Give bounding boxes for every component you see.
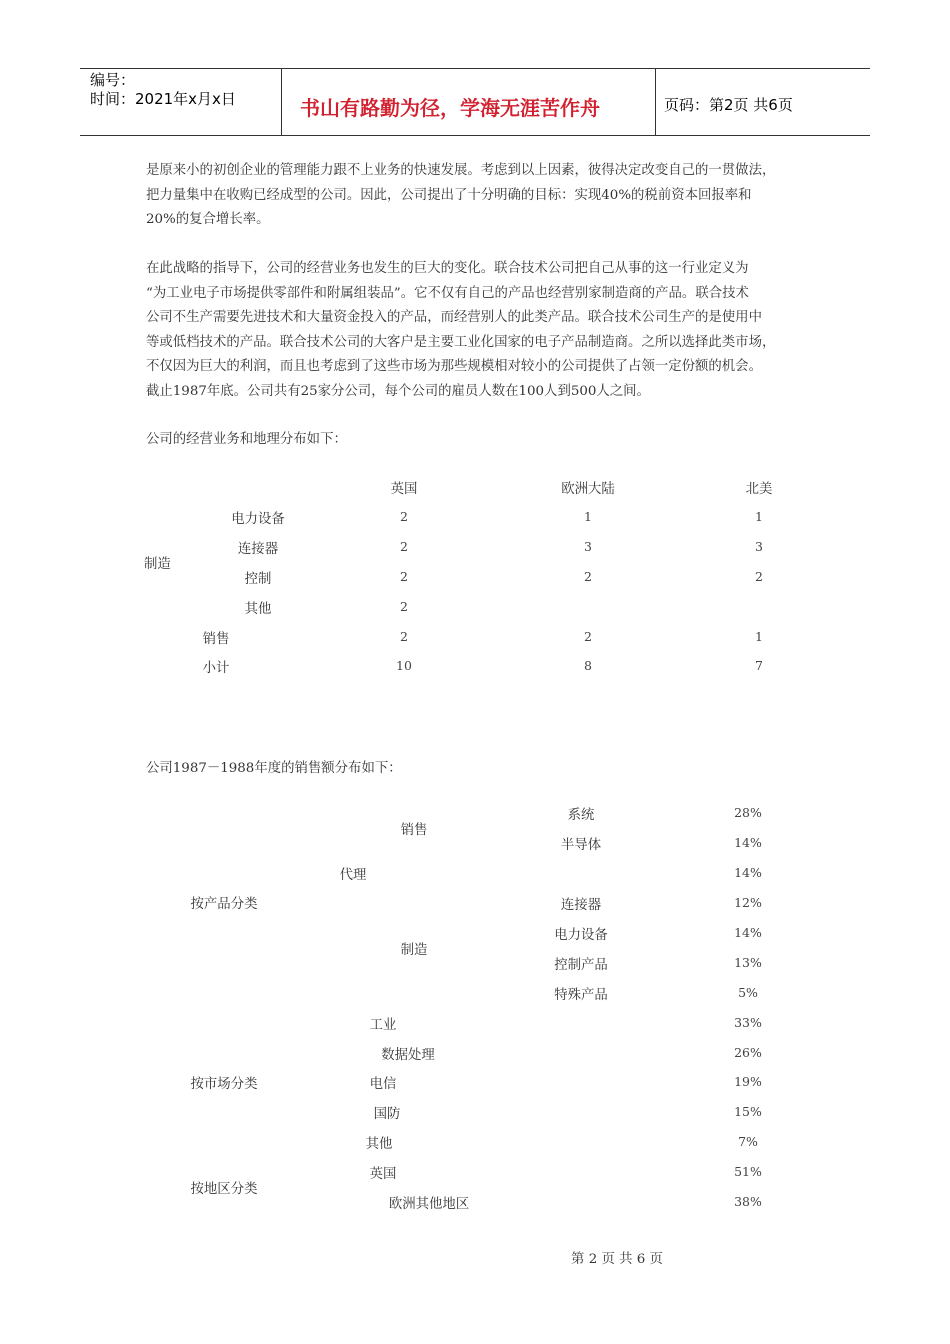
table1-cell: 10: [396, 658, 412, 673]
table1-cell: 2: [584, 629, 592, 644]
table2-pct: 13%: [734, 955, 762, 970]
table2-pct: 14%: [734, 865, 762, 880]
header-divider-left: [281, 68, 282, 136]
header-page-number: 页码：第2页 共6页: [664, 96, 793, 114]
table1-cell: 2: [400, 509, 408, 524]
table1-col-uk: 英国: [390, 482, 418, 497]
paragraph-line: 不仅因为巨大的利润，而且也考虑到了这些市场为那些规模相对较小的公司提供了占领一定份额的机会。: [146, 359, 762, 374]
table1-row-label: 电力设备: [231, 512, 285, 527]
doc-number-label: 编号：: [90, 71, 136, 89]
table1-row-label: 连接器: [237, 542, 279, 557]
header-divider-right: [655, 68, 656, 136]
table1-col-europe: 欧洲大陆: [561, 482, 615, 497]
table1-cell: 1: [755, 509, 763, 524]
table2-pct: 38%: [734, 1194, 762, 1209]
table2-pct: 14%: [734, 835, 762, 850]
table2-pct: 33%: [734, 1015, 762, 1030]
table1-cell: 3: [755, 539, 763, 554]
table2-pct: 28%: [734, 805, 762, 820]
header-top-rule: [80, 68, 870, 69]
paragraph-line: 是原来小的初创企业的管理能力跟不上业务的快速发展。考虑到以上因素，彼得决定改变自己的一贯做法，: [146, 163, 776, 178]
table1-group-manufacturing: 制造: [144, 557, 171, 572]
table1-cell: 2: [755, 569, 763, 584]
table1-cell: 2: [584, 569, 592, 584]
table2-row-label: 半导体: [560, 838, 602, 853]
paragraph-line: 公司不生产需要先进技术和大量资金投入的产品，而经营别人的此类产品。联合技术公司生产的是使用中: [146, 310, 762, 325]
table2-row-label: 电信: [369, 1077, 397, 1092]
header-motto: 书山有路勤为径，学海无涯苦作舟: [300, 96, 600, 120]
paragraph-line: “为工业电子市场提供零部件和附属组装品”。它不仅有自己的产品也经营别家制造商的产品。联合技术: [146, 285, 749, 301]
table1-cell: 1: [755, 629, 763, 644]
table1-cell: 7: [755, 658, 763, 673]
table1-cell: 8: [584, 658, 592, 673]
table2-row-label: 系统: [567, 808, 595, 823]
table2-row-label: 国防: [373, 1107, 401, 1122]
table1-cell: 1: [584, 509, 592, 524]
table2-pct: 14%: [734, 925, 762, 940]
table1-cell: 2: [400, 569, 408, 584]
table2-row-label: 英国: [369, 1167, 397, 1182]
paragraph-line: 把力量集中在收购已经成型的公司。因此，公司提出了十分明确的目标：实现40%的税前资本回报率和: [146, 187, 752, 203]
table1-cell: 2: [400, 539, 408, 554]
table2-group-region: 按地区分类: [190, 1182, 258, 1197]
table2-intro: 公司1987－1988年度的销售额分布如下：: [146, 761, 402, 776]
table2-row-label: 工业: [369, 1018, 397, 1033]
table2-row-label: 欧洲其他地区: [388, 1197, 470, 1212]
table1-cell: 2: [400, 599, 408, 614]
table1-row-label: 其他: [244, 602, 272, 617]
table2-sub-manufacturing: 制造: [400, 943, 428, 958]
table1-row-label: 销售: [202, 632, 230, 647]
table2-row-label: 数据处理: [381, 1048, 435, 1063]
table1-row-label: 小计: [202, 661, 230, 676]
paragraph-line: 在此战略的指导下，公司的经营业务也发生的巨大的变化。联合技术公司把自己从事的这一行业定义为: [146, 261, 749, 276]
table1-row-label: 控制: [244, 572, 272, 587]
table2-row-label: 特殊产品: [554, 988, 608, 1003]
table2-pct: 19%: [734, 1074, 762, 1089]
table2-row-label: 电力设备: [554, 928, 608, 943]
table1-cell: 3: [584, 539, 592, 554]
date-label: 时间：2021年x月x日: [90, 90, 236, 108]
paragraph-2: [146, 257, 826, 404]
paragraph-1: [146, 159, 826, 233]
table2-group-product: 按产品分类: [190, 897, 258, 912]
paragraph-line: 截止1987年底。公司共有25家分公司，每个公司的雇员人数在100人到500人之间。: [146, 383, 650, 399]
table2-pct: 15%: [734, 1104, 762, 1119]
table2-row-label: 控制产品: [554, 958, 608, 973]
table2-pct: 51%: [734, 1164, 762, 1179]
table2-pct: 26%: [734, 1045, 762, 1060]
table1-intro: 公司的经营业务和地理分布如下：: [146, 432, 347, 447]
table2-row-label: 其他: [365, 1137, 393, 1152]
paragraph-line: 20%的复合增长率。: [146, 212, 270, 227]
table2-pct: 7%: [738, 1134, 758, 1149]
table2-pct: 5%: [738, 985, 758, 1000]
table1-col-north-america: 北美: [745, 482, 773, 497]
paragraph-line: 等或低档技术的产品。联合技术公司的大客户是主要工业化国家的电子产品制造商。之所以选择此类市场，: [146, 334, 776, 350]
page-footer: 第 2 页 共 6 页: [571, 1252, 663, 1267]
table1-cell: 2: [400, 629, 408, 644]
table2-pct: 12%: [734, 895, 762, 910]
table2-sub-agency: 代理: [339, 868, 367, 883]
table2-group-market: 按市场分类: [190, 1077, 258, 1092]
header-bottom-rule: [80, 135, 870, 136]
table2-sub-sales: 销售: [400, 823, 428, 838]
table2-row-label: 连接器: [560, 898, 602, 913]
